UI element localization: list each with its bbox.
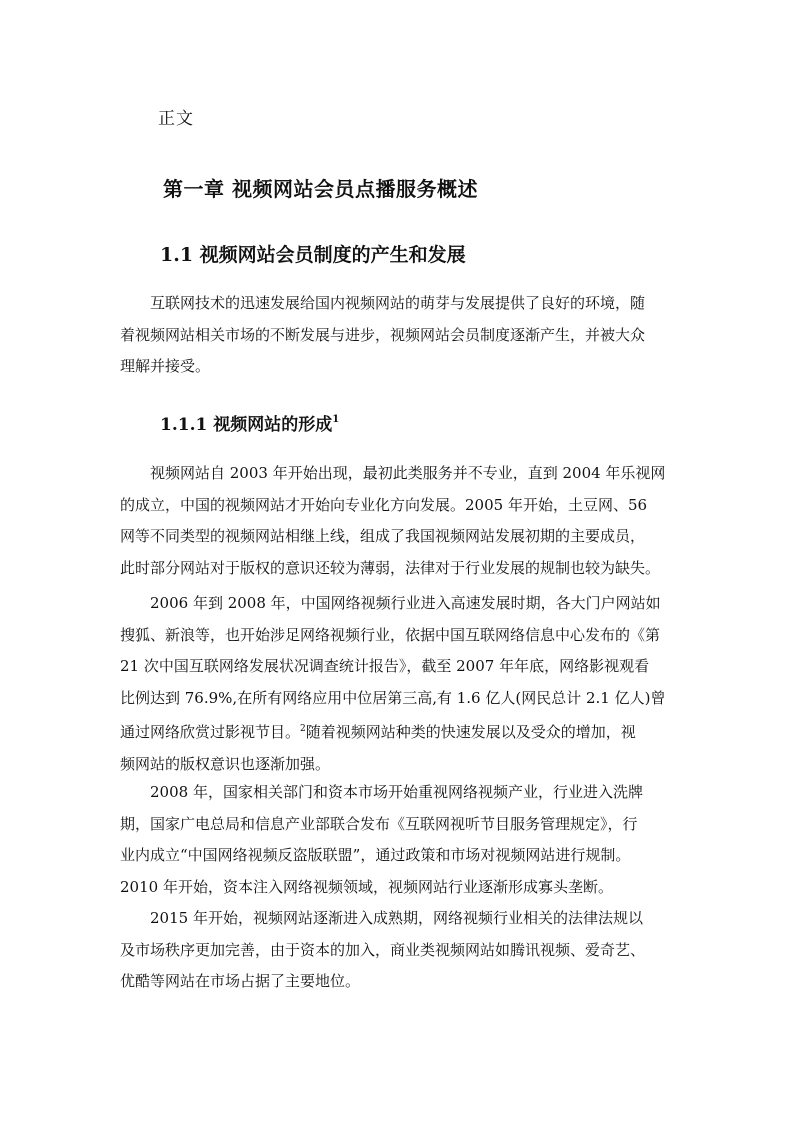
paragraph-line: 2015 年开始，视频网站逐渐进入成熟期，网络视频行业相关的法律法规以 <box>150 909 643 927</box>
paragraph-3 <box>120 777 680 903</box>
paragraph-2 <box>120 588 680 780</box>
section-heading-1-1: 1.1 视频网站会员制度的产生和发展 <box>160 244 466 266</box>
paragraph-line: 网等不同类型的视频网站相继上线，组成了我国视频网站发展初期的主要成员， <box>120 527 646 545</box>
body-label: 正文 <box>158 109 194 129</box>
paragraph-line: 此时部分网站对于版权的意识还较为薄弱，法律对于行业发展的规制也较为缺失。 <box>120 558 661 577</box>
paragraph-line: 的成立，中国的视频网站才开始向专业化方向发展。2005 年开始，土豆网、56 <box>120 495 648 514</box>
footnote-marker: 1 <box>332 414 340 426</box>
paragraph-line: 频网站的版权意识也逐渐加强。 <box>120 754 331 773</box>
paragraph-1 <box>120 458 680 584</box>
paragraph-line: 及市场秩序更加完善，由于资本的加入，商业类视频网站如腾讯视频、爱奇艺、 <box>120 940 646 959</box>
paragraph-text: 通过网络欣赏过影视节目。 <box>120 723 301 741</box>
paragraph-line: 理解并接受。 <box>120 357 211 375</box>
paragraph-line: 2008 年，国家相关部门和资本市场开始重视网络视频产业，行业进入洗牌 <box>150 783 643 801</box>
paragraph-line: 2006 年到 2008 年，中国网络视频行业进入高速发展时期，各大门户网站如 <box>150 594 661 612</box>
paragraph-line: 期，国家广电总局和信息产业部联合发布《互联网视听节目服务管理规定》，行 <box>120 814 638 833</box>
paragraph-line: 互联网技术的迅速发展给国内视频网站的萌芽与发展提供了良好的环境，随 <box>150 294 646 312</box>
paragraph-line: 2010 年开始，资本注入网络视频领域，视频网站行业逐渐形成寡头垄断。 <box>120 877 613 896</box>
section-heading-text: 1.1.1 视频网站的形成 <box>160 415 333 435</box>
section-heading-1-1-1 <box>160 410 339 435</box>
paragraph-line: 着视频网站相关市场的不断发展与进步，视频网站会员制度逐渐产生，并被大众 <box>120 325 646 344</box>
paragraph-line: 视频网站自 2003 年开始出现，最初此类服务并不专业，直到 2004 年乐视网 <box>150 464 666 482</box>
paragraph-line: 搜狐、新浪等，也开始涉足网络视频行业，依据中国互联网络信息中心发布的《第 <box>120 625 661 644</box>
paragraph-line: 业内成立“中国网络视频反盗版联盟”，通过政策和市场对视频网站进行规制。 <box>120 846 631 864</box>
chapter-title: 第一章 视频网站会员点播服务概述 <box>163 177 478 201</box>
footnote-marker: 2 <box>300 724 306 734</box>
paragraph-line: 优酷等网站在市场占据了主要地位。 <box>120 972 361 990</box>
paragraph-line <box>120 714 680 749</box>
paragraph-line: 21 次中国互联网络发展状况调查统计报告》，截至 2007 年年底，网络影视观看 <box>120 657 650 675</box>
paragraph-intro <box>120 288 680 383</box>
paragraph-line: 比例达到 76.9%,在所有网络应用中位居第三高,有 1.6 亿人(网民总计 2.1 亿人)曾 <box>120 688 666 707</box>
paragraph-4 <box>120 903 680 998</box>
paragraph-text: 随着视频网站种类的快速发展以及受众的增加，视 <box>305 723 636 741</box>
